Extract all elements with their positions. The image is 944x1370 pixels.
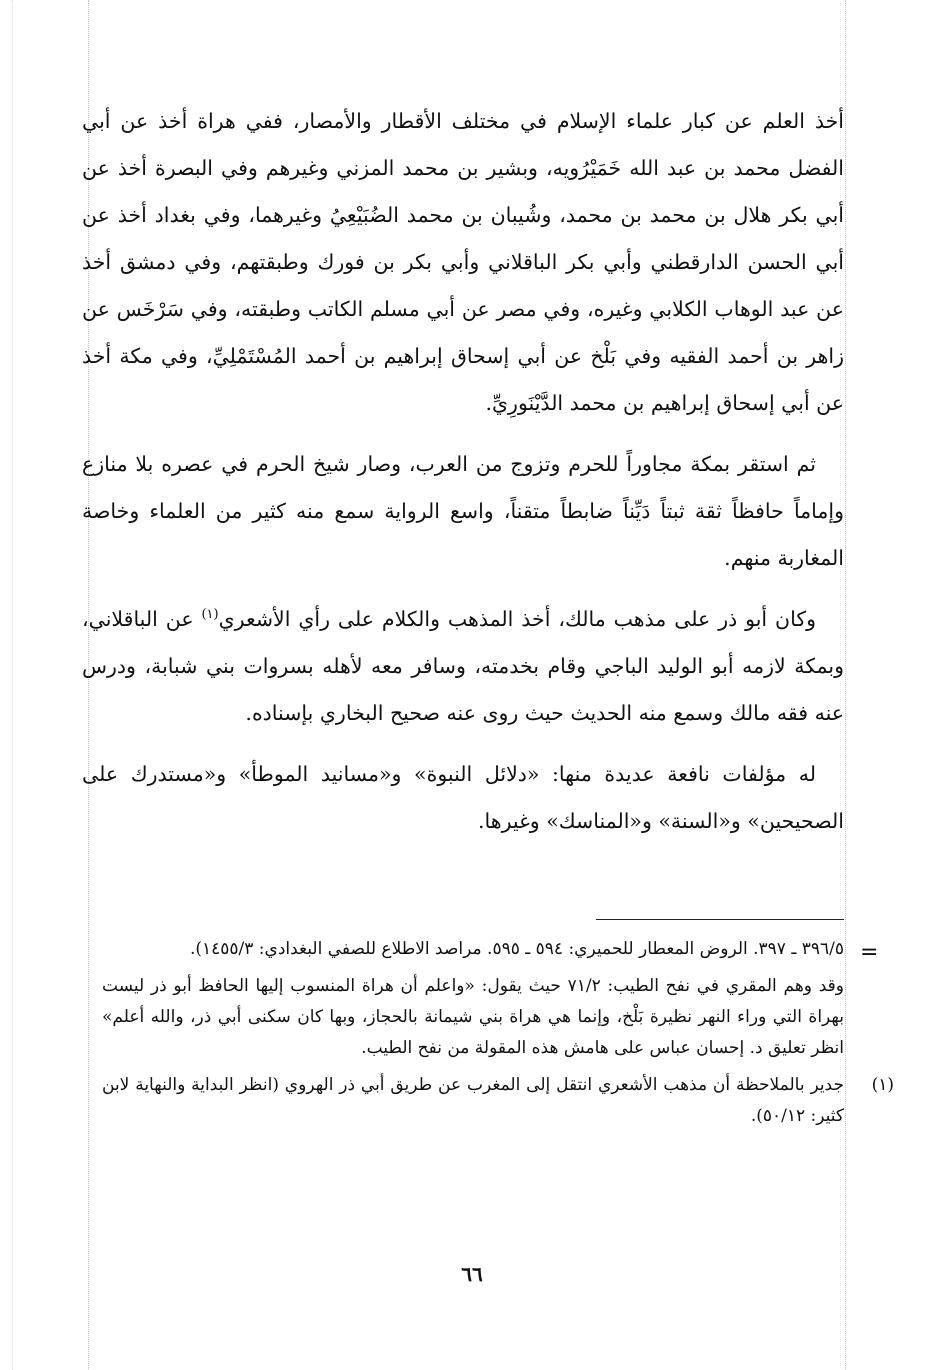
paragraph: له مؤلفات نافعة عديدة منها: «دلائل النبوة» و«مسانيد الموطأ» و«مستدرك على الصحيحين» و«السنة» و«المناسك» وغيرها. (82, 762, 844, 833)
footnote-reference[interactable]: (١) (201, 607, 219, 623)
footnote-number: (١) (871, 1075, 894, 1095)
scan-guide-line (845, 0, 846, 1370)
page-number: ٦٦ (461, 1262, 483, 1286)
footnote-item (102, 1070, 894, 1132)
paragraph (82, 596, 844, 737)
scan-guide-line (12, 0, 13, 1370)
footnote-text: جدير بالملاحظة أن مذهب الأشعري انتقل إلى المغرب عن طريق أبي ذر الهروي (انظر البداية والنهاية لابن كثير: ٥٠/١٢). (102, 1075, 844, 1126)
footnote-continuation-mark: = (860, 940, 879, 965)
paragraph-text: عن الباقلاني، وبمكة لازمه أبو الوليد الباجي وقام بخدمته، وسافر معه لأهله بسروات بني شبابة، ودرس عنه فقه مالك وسمع منه الحديث حيث روى عنه صحيح البخاري بإسناده. (82, 607, 844, 725)
paragraph-text: وكان أبو ذر على مذهب مالك، أخذ المذهب والكلام على رأي الأشعري (218, 607, 816, 631)
paragraph: أخذ العلم عن كبار علماء الإسلام في مختلف الأقطار والأمصار، ففي هراة أخذ عن أبي الفضل محمد بن عبد الله خَمَيْرُويه، وبشير بن محمد المزني وغيرهم وفي البصرة أخذ عن أبي بكر هلال بن محمد بن محمد، وشُيبان بن محمد الضُبَيْعِيُ وغيرهما، وفي بغداد أخذ عن أبي الحسن الدارقطني وأبي بكر الباقلاني وأبي بكر بن فورك وطبقتهم، وفي دمشق أخذ عن عبد الوهاب الكلابي وغيره، وفي مصر عن أبي مسلم الكاتب وطبقته، وفي سَرْخَس عن زاهر بن أحمد الفقيه وفي بَلْخ عن أبي إسحاق إبراهيم بن أحمد المُسْتَمْلِيِّ، وفي مكة أخذ عن أبي إسحاق إبراهيم بن محمد الدَّيْنَورِيِّ. (82, 109, 844, 415)
footnote-carryover: ٣٩٦/٥ ـ ٣٩٧. الروض المعطار للحميري: ٥٩٤ ـ ٥٩٥. مراصد الاطلاع للصفي البغدادي: ١٤٥٥/٣). (189, 939, 844, 959)
footnote-carryover: وقد وهم المقري في نفح الطيب: ٧١/٢ حيث يقول: «واعلم أن هراة المنسوب إليها الحافظ أبو ذر ليست بهراة التي وراء النهر نظيرة بَلْخ، وإنما هي هراة بني شيمانة بالحجاز، وبها كان سكنى أبي ذر، والله أعلم» انظر تعليق د. إحسان عباس على هامش هذه المقولة من نفح الطيب. (102, 976, 844, 1058)
footnote-separator (596, 919, 844, 920)
footnotes (102, 934, 894, 1138)
paragraph: ثم استقر بمكة مجاوراً للحرم وتزوج من العرب، وصار شيخ الحرم في عصره بلا منازع وإماماً حافظاً ثقة ثبتاً دَيِّناً ضابطاً متقناً، واسع الرواية سمع منه كثير من العلماء وخاصة المغاربة منهم. (82, 452, 844, 570)
main-text (82, 98, 844, 859)
